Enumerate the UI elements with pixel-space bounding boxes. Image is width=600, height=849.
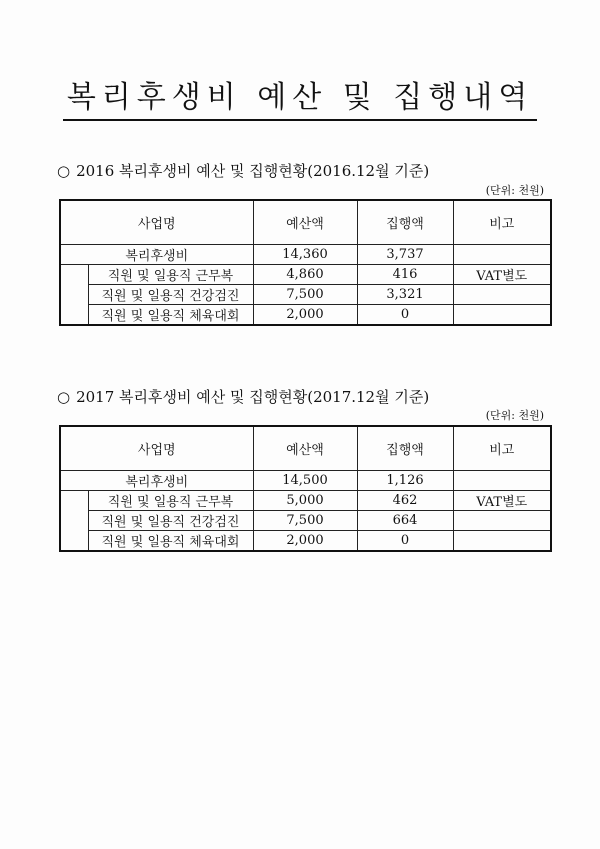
row-name: 직원 및 일용직 근무복	[88, 490, 253, 510]
table-row	[60, 490, 551, 510]
section-heading: ○ 2016 복리후생비 예산 및 집행현황(2016.12월 기준)	[57, 162, 430, 180]
total-note	[453, 244, 551, 264]
row-name: 직원 및 일용직 건강검진	[88, 284, 253, 304]
col-header-name: 사업명	[60, 426, 253, 470]
row-budget: 7,500	[253, 510, 357, 530]
table-row	[60, 304, 551, 325]
total-budget: 14,360	[253, 244, 357, 264]
row-executed: 416	[357, 264, 453, 284]
row-budget: 5,000	[253, 490, 357, 510]
row-name: 직원 및 일용직 근무복	[88, 264, 253, 284]
total-name: 복리후생비	[60, 244, 253, 264]
row-executed: 664	[357, 510, 453, 530]
budget-table-2016	[59, 199, 552, 326]
row-note	[453, 510, 551, 530]
col-header-budget: 예산액	[253, 200, 357, 244]
indent-cell	[60, 264, 88, 325]
total-executed: 3,737	[357, 244, 453, 264]
row-executed: 462	[357, 490, 453, 510]
row-executed: 3,321	[357, 284, 453, 304]
row-name: 직원 및 일용직 건강검진	[88, 510, 253, 530]
col-header-budget: 예산액	[253, 426, 357, 470]
row-note: VAT별도	[453, 490, 551, 510]
col-header-name: 사업명	[60, 200, 253, 244]
unit-label: (단위: 천원)	[485, 409, 544, 422]
table-row	[60, 264, 551, 284]
row-budget: 2,000	[253, 304, 357, 325]
col-header-executed: 집행액	[357, 426, 453, 470]
table-row-total	[60, 244, 551, 264]
col-header-note: 비고	[453, 200, 551, 244]
row-executed: 0	[357, 304, 453, 325]
row-budget: 2,000	[253, 530, 357, 551]
circle-bullet-icon: ○	[57, 388, 71, 406]
row-note: VAT별도	[453, 264, 551, 284]
table-row	[60, 530, 551, 551]
indent-cell	[60, 490, 88, 551]
budget-table-2017	[59, 425, 552, 552]
row-name: 직원 및 일용직 체육대회	[88, 530, 253, 551]
circle-bullet-icon: ○	[57, 162, 71, 180]
unit-label: (단위: 천원)	[485, 184, 544, 197]
col-header-note: 비고	[453, 426, 551, 470]
total-budget: 14,500	[253, 470, 357, 490]
row-name: 직원 및 일용직 체육대회	[88, 304, 253, 325]
section-heading: ○ 2017 복리후생비 예산 및 집행현황(2017.12월 기준)	[57, 388, 430, 406]
table-header-row	[60, 426, 551, 470]
table-row	[60, 284, 551, 304]
total-name: 복리후생비	[60, 470, 253, 490]
row-note	[453, 530, 551, 551]
row-budget: 7,500	[253, 284, 357, 304]
col-header-executed: 집행액	[357, 200, 453, 244]
table-row-total	[60, 470, 551, 490]
table-header-row	[60, 200, 551, 244]
total-executed: 1,126	[357, 470, 453, 490]
row-note	[453, 304, 551, 325]
row-budget: 4,860	[253, 264, 357, 284]
row-executed: 0	[357, 530, 453, 551]
total-note	[453, 470, 551, 490]
table-row	[60, 510, 551, 530]
row-note	[453, 284, 551, 304]
page-title: 복리후생비 예산 및 집행내역	[0, 80, 600, 116]
